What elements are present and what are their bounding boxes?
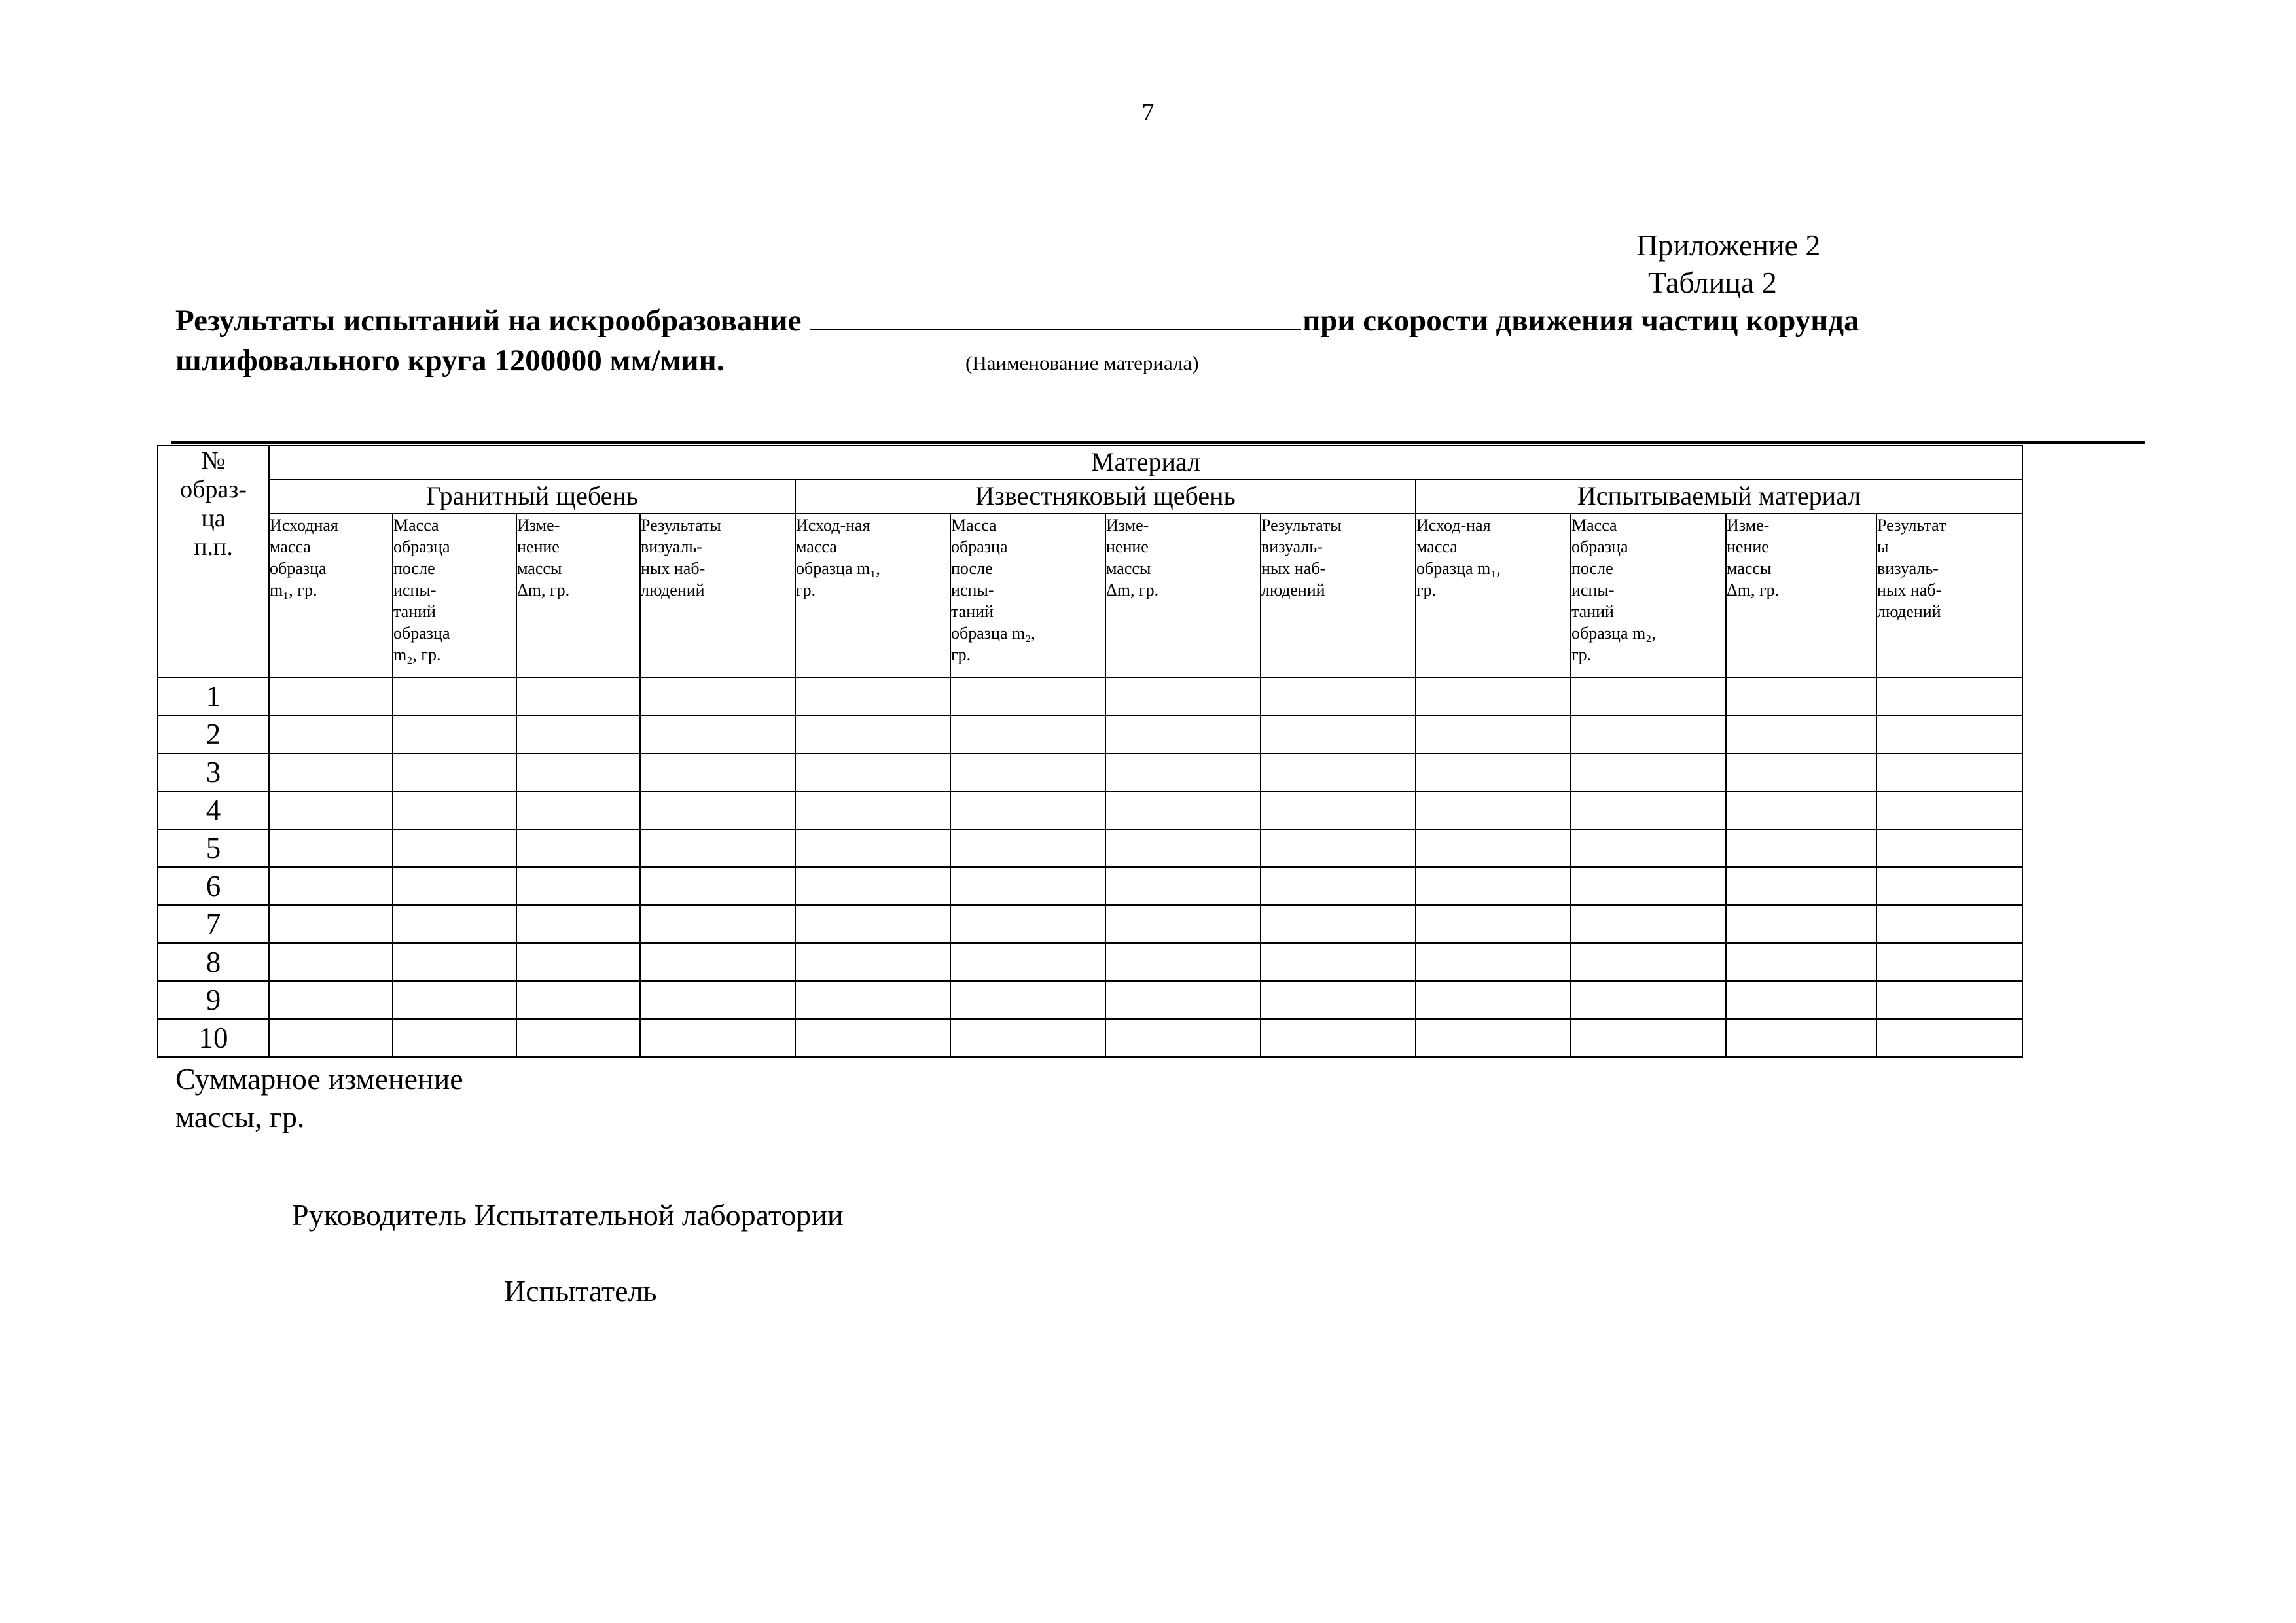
table-cell[interactable] xyxy=(1571,753,1726,791)
table-cell[interactable] xyxy=(795,867,950,905)
table-cell[interactable] xyxy=(795,715,950,753)
table-cell[interactable] xyxy=(1726,943,1876,981)
table-cell[interactable] xyxy=(950,981,1105,1019)
table-cell[interactable] xyxy=(269,829,393,867)
subheader-mass-change: Изме- нение массы Δm, гр. xyxy=(516,514,640,677)
table-cell[interactable] xyxy=(640,715,795,753)
table-cell[interactable] xyxy=(1105,829,1261,867)
header-rule xyxy=(171,441,2145,444)
title-text-part-1: Результаты испытаний на искрообразование xyxy=(175,304,810,338)
table-cell[interactable] xyxy=(1105,905,1261,943)
subheader-mass-after-test: Масса образца после испы- таний образца m₂, гр. xyxy=(393,514,516,677)
table-cell[interactable] xyxy=(795,791,950,829)
table-row xyxy=(158,677,2022,715)
document-title-line-1 xyxy=(175,302,1859,338)
page-number: 7 xyxy=(1141,99,1155,126)
table-cell[interactable] xyxy=(516,677,640,715)
table-cell[interactable] xyxy=(950,905,1105,943)
group-header-limestone: Известняковый щебень xyxy=(795,480,1416,514)
subheader-mass-change: Изме- нение массы Δm, гр. xyxy=(1105,514,1261,677)
table-cell[interactable] xyxy=(1876,677,2022,715)
table-cell[interactable] xyxy=(795,753,950,791)
summary-mass-change-label: Суммарное изменение массы, гр. xyxy=(175,1062,463,1133)
table-cell[interactable] xyxy=(1726,829,1876,867)
table-cell[interactable] xyxy=(950,791,1105,829)
table-cell[interactable] xyxy=(1261,1019,1416,1057)
table-cell[interactable] xyxy=(1261,943,1416,981)
table-cell[interactable] xyxy=(1261,905,1416,943)
table-cell[interactable] xyxy=(950,829,1105,867)
table-cell[interactable] xyxy=(1105,943,1261,981)
table-cell[interactable] xyxy=(795,1019,950,1057)
table-cell[interactable] xyxy=(950,715,1105,753)
table-cell[interactable] xyxy=(516,715,640,753)
table-cell[interactable] xyxy=(1571,791,1726,829)
table-cell[interactable] xyxy=(795,829,950,867)
table-cell[interactable] xyxy=(1876,867,2022,905)
table-cell[interactable] xyxy=(1105,981,1261,1019)
sample-number-header: № образ- ца п.п. xyxy=(158,446,269,677)
table-cell[interactable] xyxy=(393,753,516,791)
table-cell[interactable] xyxy=(1105,677,1261,715)
table-cell[interactable] xyxy=(516,829,640,867)
table-cell[interactable] xyxy=(795,981,950,1019)
table-cell[interactable] xyxy=(1876,829,2022,867)
table-cell[interactable] xyxy=(1261,981,1416,1019)
table-cell[interactable] xyxy=(1416,905,1571,943)
material-name-blank[interactable] xyxy=(810,302,1301,330)
table-cell[interactable] xyxy=(795,677,950,715)
table-cell[interactable] xyxy=(393,791,516,829)
table-cell[interactable] xyxy=(640,753,795,791)
table-cell[interactable] xyxy=(1416,1019,1571,1057)
table-cell[interactable] xyxy=(269,867,393,905)
table-row xyxy=(158,715,2022,753)
subheader-visual-results: Результаты визуаль- ных наб- людений xyxy=(1261,514,1416,677)
group-header-granite: Гранитный щебень xyxy=(269,480,795,514)
table-cell[interactable] xyxy=(269,791,393,829)
table-cell[interactable] xyxy=(1105,715,1261,753)
subheader-visual-results: Результаты визуаль- ных наб- людений xyxy=(640,514,795,677)
table-cell[interactable] xyxy=(1876,905,2022,943)
subheader-mass-change: Изме- нение массы Δm, гр. xyxy=(1726,514,1876,677)
table-cell[interactable] xyxy=(1571,829,1726,867)
table-cell[interactable] xyxy=(516,981,640,1019)
table-cell[interactable] xyxy=(1571,677,1726,715)
table-cell[interactable] xyxy=(1726,981,1876,1019)
table-cell[interactable] xyxy=(640,943,795,981)
table-cell[interactable] xyxy=(1416,981,1571,1019)
table-cell[interactable] xyxy=(795,905,950,943)
table-cell[interactable] xyxy=(1726,715,1876,753)
table-cell[interactable] xyxy=(1876,791,2022,829)
table-row xyxy=(158,791,2022,829)
table-cell[interactable] xyxy=(393,905,516,943)
row-number: 10 xyxy=(158,1019,269,1057)
table-cell[interactable] xyxy=(269,1019,393,1057)
table-cell[interactable] xyxy=(795,943,950,981)
row-number: 9 xyxy=(158,981,269,1019)
table-cell[interactable] xyxy=(1261,677,1416,715)
table-cell[interactable] xyxy=(1571,715,1726,753)
table-cell[interactable] xyxy=(516,943,640,981)
table-cell[interactable] xyxy=(640,905,795,943)
table-cell[interactable] xyxy=(1571,867,1726,905)
row-number: 1 xyxy=(158,677,269,715)
table-cell[interactable] xyxy=(1416,791,1571,829)
table-cell[interactable] xyxy=(516,905,640,943)
table-cell[interactable] xyxy=(640,867,795,905)
table-cell[interactable] xyxy=(1105,791,1261,829)
title-text-part-2: при скорости движения частиц корунда xyxy=(1302,304,1859,338)
material-name-hint: (Наименование материала) xyxy=(965,351,1199,374)
table-cell[interactable] xyxy=(1876,715,2022,753)
table-cell[interactable] xyxy=(1416,867,1571,905)
row-number: 8 xyxy=(158,943,269,981)
row-number: 5 xyxy=(158,829,269,867)
table-cell[interactable] xyxy=(1876,943,2022,981)
row-number: 7 xyxy=(158,905,269,943)
row-number: 4 xyxy=(158,791,269,829)
table-cell[interactable] xyxy=(1876,1019,2022,1057)
subheader-initial-mass: Исход-ная масса образца m₁, гр. xyxy=(795,514,950,677)
table-cell[interactable] xyxy=(1726,905,1876,943)
table-cell[interactable] xyxy=(1416,829,1571,867)
table-row xyxy=(158,829,2022,867)
table-cell[interactable] xyxy=(269,943,393,981)
table-label: Таблица 2 xyxy=(1648,266,1777,299)
table-cell[interactable] xyxy=(1571,981,1726,1019)
table-row xyxy=(158,905,2022,943)
results-table xyxy=(157,445,2023,1058)
table-cell[interactable] xyxy=(393,1019,516,1057)
table-cell[interactable] xyxy=(393,981,516,1019)
table-cell[interactable] xyxy=(1261,829,1416,867)
table-cell[interactable] xyxy=(1726,677,1876,715)
table-cell[interactable] xyxy=(1876,753,2022,791)
table-row xyxy=(158,943,2022,981)
subheader-visual-results: Результат ы визуаль- ных наб- людений xyxy=(1876,514,2022,677)
table-cell[interactable] xyxy=(269,715,393,753)
table-row xyxy=(158,1019,2022,1057)
table-cell[interactable] xyxy=(1105,753,1261,791)
subheader-mass-after-test: Масса образца после испы- таний образца m₂, гр. xyxy=(950,514,1105,677)
table-cell[interactable] xyxy=(1726,1019,1876,1057)
table-cell[interactable] xyxy=(516,753,640,791)
table-cell[interactable] xyxy=(640,677,795,715)
table-cell[interactable] xyxy=(269,677,393,715)
table-cell[interactable] xyxy=(1876,981,2022,1019)
table-cell[interactable] xyxy=(516,791,640,829)
table-cell[interactable] xyxy=(393,829,516,867)
table-cell[interactable] xyxy=(640,829,795,867)
table-cell[interactable] xyxy=(950,1019,1105,1057)
group-header-tested: Испытываемый материал xyxy=(1416,480,2022,514)
appendix-label: Приложение 2 xyxy=(1636,228,1821,262)
table-cell[interactable] xyxy=(1261,753,1416,791)
row-number: 6 xyxy=(158,867,269,905)
table-cell[interactable] xyxy=(950,753,1105,791)
table-cell[interactable] xyxy=(1416,677,1571,715)
table-cell[interactable] xyxy=(269,753,393,791)
document-title-line-2: шлифовального круга 1200000 мм/мин. xyxy=(175,344,725,378)
material-header: Материал xyxy=(269,446,2022,480)
table-cell[interactable] xyxy=(1105,1019,1261,1057)
table-cell[interactable] xyxy=(640,791,795,829)
table-cell[interactable] xyxy=(1726,753,1876,791)
table-cell[interactable] xyxy=(950,943,1105,981)
subheader-initial-mass: Исходная масса образца m₁, гр. xyxy=(269,514,393,677)
table-cell[interactable] xyxy=(1261,791,1416,829)
table-cell[interactable] xyxy=(393,943,516,981)
table-body xyxy=(158,677,2022,1057)
row-number: 2 xyxy=(158,715,269,753)
table-cell[interactable] xyxy=(269,905,393,943)
table-cell[interactable] xyxy=(393,867,516,905)
table-cell[interactable] xyxy=(516,867,640,905)
subheader-mass-after-test: Масса образца после испы- таний образца m₂, гр. xyxy=(1571,514,1726,677)
table-cell[interactable] xyxy=(1416,943,1571,981)
table-cell[interactable] xyxy=(1571,1019,1726,1057)
table-cell[interactable] xyxy=(1571,905,1726,943)
table-cell[interactable] xyxy=(1726,867,1876,905)
table-cell[interactable] xyxy=(1105,867,1261,905)
table-row xyxy=(158,981,2022,1019)
table-cell[interactable] xyxy=(393,715,516,753)
table-cell[interactable] xyxy=(950,677,1105,715)
table-row xyxy=(158,753,2022,791)
table-cell[interactable] xyxy=(516,1019,640,1057)
table-cell[interactable] xyxy=(1261,715,1416,753)
table-cell[interactable] xyxy=(269,981,393,1019)
subheader-initial-mass: Исход-ная масса образца m₁, гр. xyxy=(1416,514,1571,677)
table-cell[interactable] xyxy=(1726,791,1876,829)
table-row xyxy=(158,867,2022,905)
table-cell[interactable] xyxy=(640,1019,795,1057)
signature-tester: Испытатель xyxy=(504,1274,657,1308)
signature-head-of-lab: Руководитель Испытательной лаборатории xyxy=(292,1198,844,1232)
table-cell[interactable] xyxy=(1416,715,1571,753)
table-cell[interactable] xyxy=(393,677,516,715)
row-number: 3 xyxy=(158,753,269,791)
table-cell[interactable] xyxy=(1261,867,1416,905)
table-cell[interactable] xyxy=(950,867,1105,905)
table-cell[interactable] xyxy=(640,981,795,1019)
table-cell[interactable] xyxy=(1571,943,1726,981)
table-cell[interactable] xyxy=(1416,753,1571,791)
